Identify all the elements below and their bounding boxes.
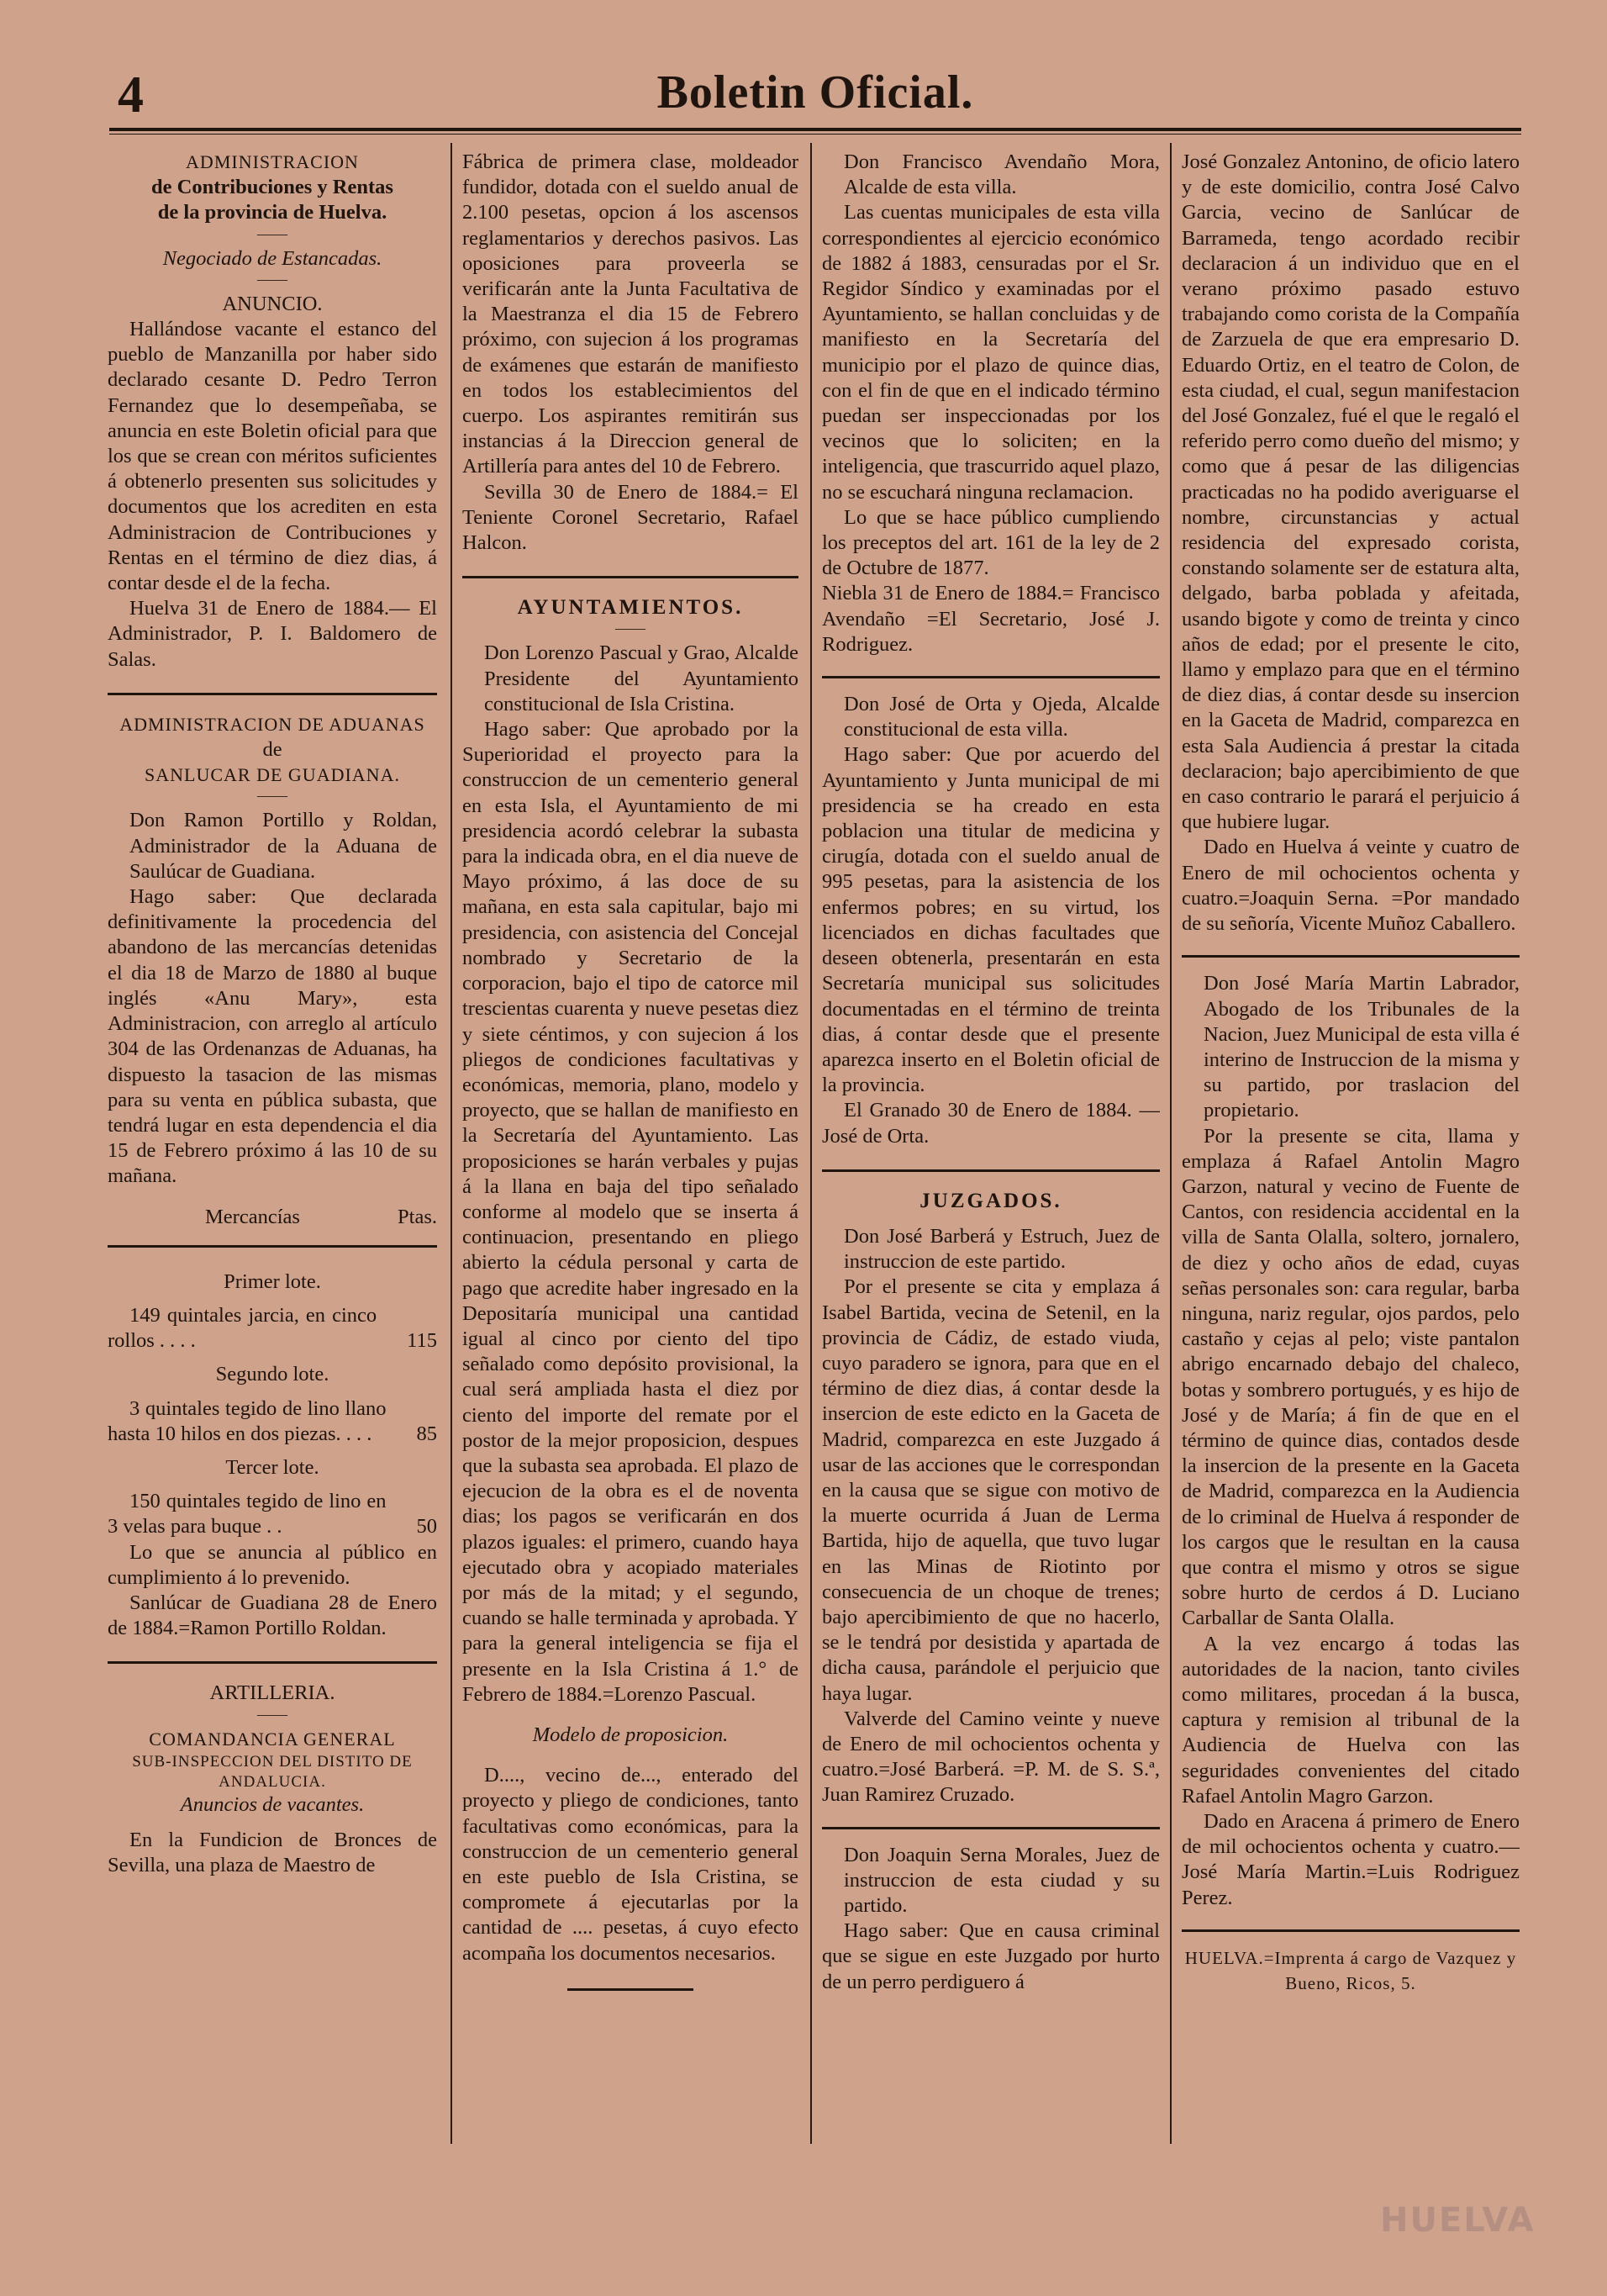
paragraph: Hallándose vacante el estanco del pueblo de Manzanilla por haber sido declarado cesante D. Pedro Terron Fernandez que lo desempeñaba, se anuncia en este Boletin oficial para que los que se crean con méritos suficientes á obtenerlo presenten sus solicitudes y documentos que los acrediten en esta Administracion de Contribuciones y Rentas en el término de diez dias, á contar desde el de la fecha. [108, 318, 437, 595]
section-subtitle: Modelo de proposicion. [532, 1723, 729, 1746]
lot-description: 150 quintales tegido de lino en 3 velas para buque . . [108, 1490, 387, 1539]
section-title: COMANDANCIA GENERAL [149, 1728, 396, 1750]
section-rule [1182, 1929, 1520, 1932]
lot-value: 115 [407, 1329, 437, 1353]
section-rule [822, 1169, 1160, 1172]
dash-divider: —— [257, 1705, 287, 1723]
paragraph: El Granado 30 de Enero de 1884. —José de Orta. [822, 1099, 1160, 1148]
section-title: de [262, 738, 282, 762]
page-title: Boletin Oficial. [656, 66, 974, 119]
paragraph: D...., vecino de..., enterado del proyecto y pliego de condiciones, tanto facultativas como económicas, para la construccion de un cementerio general en este pueblo de Isla Cristina, se compromete á ejecutarlas por la cantidad de .... pesetas, á cuyo efecto acompaña los documentos necesarios. [462, 1764, 798, 1965]
paragraph: Hago saber: Que en causa criminal que se sigue en este Juzgado por hurto de un perro perdiguero á [822, 1919, 1160, 1993]
paragraph: Don José de Orta y Ojeda, Alcalde constitucional de esta villa. [844, 693, 1160, 742]
paragraph: En la Fundicion de Bronces de Sevilla, una plaza de Maestro de [108, 1828, 437, 1877]
paragraph: Fábrica de primera clase, moldeador fundidor, dotada con el sueldo anual de 2.100 pesetas, opcion á los ascensos reglamentarios y derechos pasivos. Las oposiciones para proveerla se verificarán ante la Junta Facultativa de la Maestranza el dia 15 de Febrero próximo, con sujecion á los programas de exámenes que estarán de manifiesto en todos los establecimientos del cuerpo. Los aspirantes remitirán sus instancias á la Direccion general de Artillería para antes del 10 de Febrero. [462, 150, 798, 478]
column-1 [108, 150, 437, 2159]
paragraph: Dado en Huelva á veinte y cuatro de Enero de mil ochocientos ochenta y cuatro.=Joaquin Serna. =Por mandado de su señoría, Vicente Muñoz Caballero. [1182, 836, 1520, 936]
section-title: AYUNTAMIENTOS. [517, 596, 744, 620]
section-rule [822, 1827, 1160, 1829]
lot-title: Segundo lote. [215, 1363, 329, 1386]
column-divider-3 [1170, 143, 1172, 2144]
column-4 [1182, 150, 1520, 2159]
section-title: ADMINISTRACION DE ADUANAS [119, 713, 425, 735]
header-rule [109, 128, 1521, 135]
paragraph: Don José Barberá y Estruch, Juez de instruccion de este partido. [844, 1224, 1160, 1274]
paragraph: Sanlúcar de Guadiana 28 de Enero de 1884.=Ramon Portillo Roldan. [108, 1591, 437, 1640]
column-divider-1 [450, 143, 452, 2144]
column-2 [462, 150, 798, 2159]
paragraph: Hago saber: Que declarada definitivamente la procedencia del abandono de las mercancías detenidas el dia 18 de Marzo de 1880 al buque inglés «Anu Mary», esta Administracion, con arreglo al artículo 304 de las Ordenanzas de Aduanas, ha dispuesto la tasacion de las mismas para su venta en pública subasta, que tendrá lugar en esta dependencia el dia 15 de Febrero próximo á las 10 de su mañana. [108, 885, 437, 1188]
paragraph: Por el presente se cita y emplaza á Isabel Bartida, vecina de Setenil, en la provincia de Cádiz, de estado viuda, cuyo paradero se ignora, para que en el término de diez dias, á contar desde la insercion de este edicto en la Gaceta de Madrid, comparezca en este Juzgado á usar de las acciones que le correspondan en la causa que se sigue con motivo de la muerte ocurrida á Juan de Lerma Bartida, hijo de aquella, que tuvo lugar en las Minas de Riotinto por consecuencia de un choque de trenes; bajo apercibimiento de que no hacerlo, se le tendrá por desistida y apartada de dicha causa, parándole el perjuicio que haya lugar. [822, 1275, 1160, 1705]
table-rule [108, 1245, 437, 1248]
lot-row [108, 1489, 437, 1539]
dash-divider: —— [257, 787, 287, 805]
dash-divider: —— [615, 620, 645, 637]
section-title: de la provincia de Huelva. [157, 201, 387, 224]
section-title: ADMINISTRACION [186, 151, 359, 172]
lot-title: Primer lote. [224, 1269, 321, 1293]
paragraph: Don Lorenzo Pascual y Grao, Alcalde Presidente del Ayuntamiento constitucional de Isla Cristina. [484, 641, 798, 715]
column-3 [822, 150, 1160, 2159]
paragraph: Por la presente se cita, llama y emplaza á Rafael Antolin Magro Garzon, natural y vecino de Fuente de Cantos, con residencia accidental en la villa de Santa Olalla, soltero, jornalero, de diez y ocho años de edad, cuyas señas personales son: cara regular, barba ninguna, nariz regular, ojos pardos, pelo castaño y cejas al pelo; viste pantalon abrigo encarnado debajo del chaleco, botas y sombrero portugués, y es hijo de José y de María; á fin de que en el término de quince dias, contados desde la insercion de la presente en la Gaceta de Madrid, comparezca en la Audiencia de lo criminal de Huelva á responder de los cargos que le resultan en la causa que contra el mismo y otros se sigue sobre hurto de cerdos á D. Luciano Carballar de Santa Olalla. [1182, 1124, 1520, 1630]
paragraph: Don José María Martin Labrador, Abogado de los Tribunales de la Nacion, Juez Municipal de esta villa é interino de Instruccion de la misma y su partido, por traslacion del propietario. [1204, 972, 1520, 1122]
paragraph: Huelva 31 de Enero de 1884.— El Administrador, P. I. Baldomero de Salas. [108, 597, 437, 671]
notice-heading: ANUNCIO. [222, 292, 323, 315]
lot-description: 3 quintales tegido de lino llano hasta 10 hilos en dos piezas. . . . [108, 1396, 387, 1445]
paragraph: Lo que se hace público cumpliendo los preceptos del art. 161 de la ley de 2 de Octubre de 1877. [822, 505, 1160, 580]
end-rule [567, 1988, 693, 1991]
paragraph: Niebla 31 de Enero de 1884.= Francisco Avendaño =El Secretario, José J. Rodriguez. [822, 582, 1160, 656]
dash-divider: —— [257, 224, 287, 242]
section-title: SUB-INSPECCION DEL DISTITO DE ANDALUCIA. [132, 1752, 413, 1791]
page-header [109, 61, 1521, 129]
paragraph: A la vez encargo á todas las autoridades de la nacion, tanto civiles como militares, procedan á la busca, captura y remision al tribunal de la Audiencia de Huelva con las seguridades convenientes del citado Rafael Antolin Magro Garzon. [1182, 1632, 1520, 1808]
section-rule [822, 676, 1160, 678]
section-subtitle: Anuncios de vacantes. [180, 1792, 365, 1816]
paragraph: Hago saber: Que por acuerdo del Ayuntamiento y Junta municipal de mi presidencia se ha creado en esta poblacion una titular de medicina y cirugía, dotada con el sueldo anual de 995 pesetas, para la asistencia de los enfermos pobres; en su virtud, los licenciados en dichas facultades que deseen obtenerla, presentarán en esta Secretaría municipal sus solicitudes documentadas en el término de treinta dias, á contar desde que el presente aparezca inserto en el Boletin oficial de la provincia. [822, 743, 1160, 1097]
column-header-price: Ptas. [398, 1205, 437, 1228]
paragraph: Las cuentas municipales de esta villa correspondientes al ejercicio económico de 1882 á 1883, censuradas por el Sr. Regidor Síndico y examinadas por el Ayuntamiento, se hallan concluidas y de manifiesto en la Secretaría del municipio por el plazo de quince dias, con el fin de que en el indicado término puedan ser inspeccionadas por los vecinos que lo soliciten; en la inteligencia, que trascurrido aquel plazo, no se escuchará ninguna reclamacion. [822, 201, 1160, 504]
lot-row [108, 1303, 437, 1354]
lot-value: 50 [416, 1515, 437, 1539]
section-title: de Contribuciones y Rentas [151, 176, 393, 199]
lot-value: 85 [416, 1422, 437, 1445]
table-header [108, 1205, 437, 1230]
section-title: JUZGADOS. [919, 1189, 1062, 1212]
paragraph: Sevilla 30 de Enero de 1884.= El Teniente Coronel Secretario, Rafael Halcon. [462, 480, 798, 555]
printer-imprint: HUELVA.=Imprenta á cargo de Vazquez y Bueno, Ricos, 5. [1184, 1947, 1517, 1994]
section-subtitle: Negociado de Estancadas. [162, 246, 382, 270]
page-number: 4 [118, 66, 144, 124]
section-title: ARTILLERIA. [209, 1681, 335, 1705]
column-header-goods: Mercancías [205, 1205, 300, 1228]
paragraph: Dado en Aracena á primero de Enero de mil ochocientos ochenta y cuatro.—José María Martin.=Luis Rodriguez Perez. [1182, 1810, 1520, 1909]
archive-watermark: HUELVA [1380, 2201, 1536, 2240]
section-rule [1182, 955, 1520, 958]
paragraph: José Gonzalez Antonino, de oficio latero y de este domicilio, contra José Calvo Garcia, vecino de Sanlúcar de Barrameda, tengo acordado recibir declaracion á un individuo que en el verano próximo pasado estuvo trabajando como corista de la Compañía de Zarzuela de que era empresario D. Eduardo Ortiz, en el teatro de Colon, de esta ciudad, el cual, segun manifestacion del José Gonzalez, fué el que le regaló el referido perro como dueño del mismo; y como que á pesar de las diligencias practicadas no ha podido averiguarse el nombre, circunstancias y actual residencia del expresado corista, constando solamente ser de estatura alta, delgado, barba poblada y afeitada, usando bigote y como de treinta y cinco años de edad; por el presente le cito, llamo y emplazo para que en el término de diez dias, á contar desde su insercion en la Gaceta de Madrid, comparezca en esta Sala Audiencia á prestar la citada declaracion; bajo apercibimiento de que en caso contrario le parará el perjuicio á que hubiere lugar. [1182, 150, 1520, 834]
lot-title: Tercer lote. [225, 1455, 319, 1479]
section-rule [108, 693, 437, 695]
paragraph: Valverde del Camino veinte y nueve de Enero de mil ochocientos ochenta y cuatro.=José Barberá. =P. M. de S. S.ª, Juan Ramirez Cruzado. [822, 1707, 1160, 1807]
section-rule [462, 576, 798, 578]
dash-divider: —— [257, 270, 287, 288]
paragraph: Don Ramon Portillo y Roldan, Administrador de la Aduana de Saulúcar de Guadiana. [129, 809, 437, 883]
section-title: SANLUCAR DE GUADIANA. [145, 764, 400, 786]
paragraph: Don Joaquin Serna Morales, Juez de instruccion de esta ciudad y su partido. [844, 1843, 1160, 1917]
paragraph: Lo que se anuncia al público en cumplimiento á lo prevenido. [108, 1540, 437, 1589]
paragraph: Hago saber: Que aprobado por la Superioridad el proyecto para la construccion de un cementerio general en esta Isla, el Ayuntamiento de mi presidencia acordó celebrar la subasta para la indicada obra, en el dia nueve de Mayo próximo, á las doce de su mañana, en esta sala capitular, bajo mi presidencia, con asistencia del Concejal nombrado y Secretario de la corporacion, bajo el tipo de catorce mil trescientas cuarenta y nueve pesetas diez y siete céntimos, y con sujecion á los pliegos de condiciones facultativas y económicas, memoria, plano, modelo y proyecto, que se hallan de manifiesto en la Secretaría del Ayuntamiento. Las proposiciones se harán verbales y pujas á la llana en baja del tipo señalado conforme al modelo que se inserta á continuacion, presentando en pliego abierto la cédula personal y carta de pago que acredite haber ingresado en la Depositaría municipal una cantidad igual al cinco por ciento del tipo señalado como depósito provisional, la cual será ampliada hasta el diez por ciento del importe del remate por el postor de la mejor proposicion, despues que la subasta sea aprobada. El plazo de ejecucion de la obra es el de noventa dias; los pagos se verificarán en dos plazos iguales: el primero, cuando haya ejecutado obra y acopiado materiales por más de la mitad; y el segundo, cuando se halle terminada y aprobada. Y para la general inteligencia se fija el presente en la Isla Cristina á 1.° de Febrero de 1884.=Lorenzo Pascual. [462, 718, 798, 1706]
lot-description: 149 quintales jarcia, en cinco rollos . . . . [108, 1303, 377, 1353]
column-divider-2 [810, 143, 812, 2144]
section-rule [108, 1661, 437, 1664]
paragraph: Don Francisco Avendaño Mora, Alcalde de esta villa. [844, 150, 1160, 199]
lot-row [108, 1396, 437, 1447]
